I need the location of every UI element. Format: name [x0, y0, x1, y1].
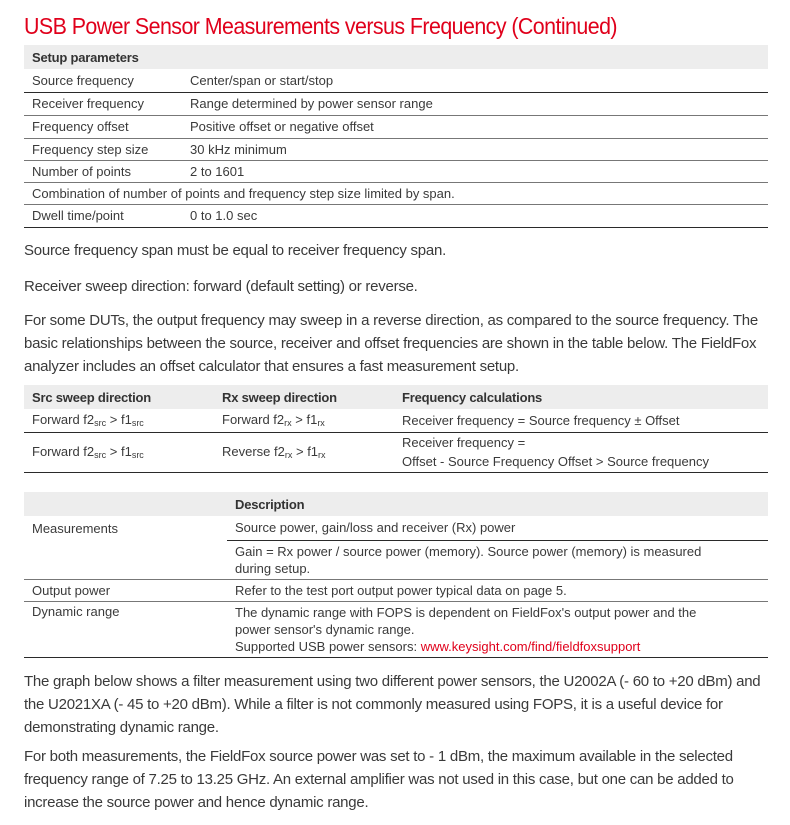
table-row: [24, 432, 768, 472]
rx-sweep-cell: Reverse $f2_{rx} > f1_{rx}$: [214, 432, 394, 472]
setup-table-header: [24, 45, 768, 69]
table-row: [24, 92, 768, 115]
desc-value: Refer to the test port output power typical data on page 5.: [227, 579, 768, 601]
paragraph-reverse-sweep: For some DUTs, the output frequency may sweep in a reverse direction, as compared to the source frequency. The basic relationships between the source, receiver and offset frequencies are shown in the table below. The FieldFox analyzer includes an offset calculator that ensures a fast measurement setup.: [24, 312, 758, 375]
desc-label: Dynamic range: [24, 601, 227, 657]
freq-calc-cell: Receiver frequency = Source frequency ± Offset: [394, 409, 768, 432]
src-sweep-cell: Forward $f2_{src} > f1_{src}$: [24, 432, 214, 472]
src-sweep-cell: Forward $f2_{src} > f1_{src}$: [24, 409, 214, 432]
param-label: Frequency step size: [24, 138, 182, 160]
param-label: Source frequency: [24, 69, 182, 92]
setup-header-label: Setup parameters: [32, 49, 139, 65]
param-value: Range determined by power sensor range: [182, 92, 768, 115]
col-header-calc: Frequency calculations: [402, 389, 543, 405]
paragraph-graph-intro: The graph below shows a filter measurement using two different power sensors, the U2002A (- 60 to +20 dBm) and the U2021XA (- 45 to +20 dBm). While a filter is not commonly measured using FOPS, it is a useful device for demonstrating dynamic range.: [24, 673, 761, 736]
table-row: [24, 182, 768, 204]
rx-sweep-cell: Forward $f2_{rx} > f1_{rx}$: [214, 409, 394, 432]
table-row: [24, 69, 768, 92]
param-note: Combination of number of points and frequency step size limited by span.: [24, 182, 768, 204]
sweep-direction-table: [24, 385, 768, 473]
freq-calc-cell: Receiver frequency = Offset - Source Frequency Offset > Source frequency: [394, 432, 768, 472]
param-value: 2 to 1601: [182, 160, 768, 182]
paragraph-source-power: For both measurements, the FieldFox source power was set to - 1 dBm, the maximum available in the selected frequency range of 7.25 to 13.25 GHz. An external amplifier was not used in this case, but one can be added to increase the source power and hence dynamic range.: [24, 748, 734, 811]
table-row: [24, 160, 768, 182]
desc-value: The dynamic range with FOPS is dependent on FieldFox's output power and the power sensor's dynamic range. Supported USB power sensors: www.keysight.com/find/fieldfoxsupport: [227, 601, 768, 657]
desc-value: Gain = Rx power / source power (memory). Source power (memory) is measured during setup.: [227, 540, 768, 579]
param-value: Positive offset or negative offset: [182, 115, 768, 138]
table-row: [24, 204, 768, 227]
table-row: [24, 579, 768, 601]
desc-header-label: Description: [235, 496, 305, 512]
desc-label: Measurements: [32, 520, 118, 536]
page-title: USB Power Sensor Measurements versus Frequency (Continued): [24, 13, 617, 39]
param-value: Center/span or start/stop: [182, 69, 768, 92]
table-row: [24, 540, 768, 579]
param-value: 0 to 1.0 sec: [182, 204, 768, 227]
desc-label: [24, 540, 227, 579]
description-table: [24, 492, 768, 658]
param-label: Receiver frequency: [24, 92, 182, 115]
paragraph-span-note: Source frequency span must be equal to receiver frequency span.: [24, 242, 447, 259]
sweep-table-header: [24, 385, 768, 409]
desc-label: Output power: [24, 579, 227, 601]
col-header-src: Src sweep direction: [32, 389, 152, 405]
param-label: Frequency offset: [24, 115, 182, 138]
table-row: [24, 601, 768, 657]
param-label: Number of points: [24, 160, 182, 182]
table-row: [24, 115, 768, 138]
desc-table-header: [24, 492, 768, 516]
table-row: [24, 138, 768, 160]
paragraph-sweep-direction: Receiver sweep direction: forward (default setting) or reverse.: [24, 278, 418, 295]
table-row: [24, 409, 768, 432]
col-header-rx: Rx sweep direction: [222, 389, 337, 405]
setup-parameters-table: [24, 45, 768, 228]
desc-value: Source power, gain/loss and receiver (Rx) power: [227, 516, 768, 540]
param-value: 30 kHz minimum: [182, 138, 768, 160]
param-label: Dwell time/point: [24, 204, 182, 227]
fieldfox-support-link[interactable]: www.keysight.com/find/fieldfoxsupport: [420, 638, 641, 654]
table-row: [24, 516, 768, 540]
